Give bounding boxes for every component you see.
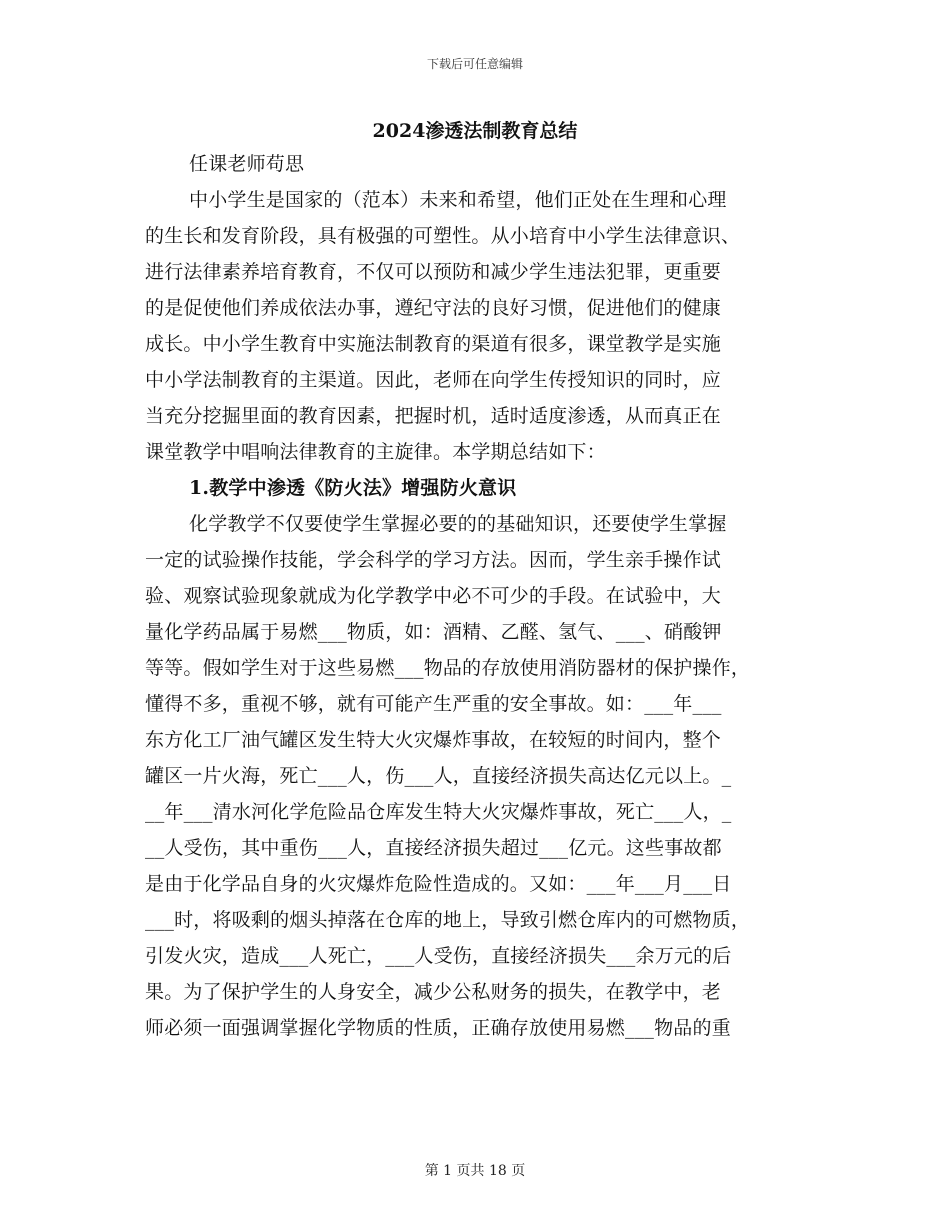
text-line: 验、观察试验现象就成为化学教学中必不可少的手段。在试验中，大 bbox=[145, 585, 722, 607]
text-line: 的生长和发育阶段，具有极强的可塑性。从小培育中小学生法律意识、 bbox=[145, 225, 741, 247]
text-line: ___时，将吸剩的烟头掉落在仓库的地上，导致引燃仓库内的可燃物质， bbox=[145, 909, 751, 931]
document-body bbox=[145, 146, 810, 1046]
text-line: __人受伤，其中重伤___人，直接经济损失超过___亿元。这些事故都 bbox=[145, 837, 722, 859]
text-line: 成长。中小学生教育中实施法制教育的渠道有很多，课堂教学是实施 bbox=[145, 333, 722, 355]
text-line: 一定的试验操作技能，学会科学的学习方法。因而，学生亲手操作试 bbox=[145, 549, 722, 571]
text-line: 中小学生是国家的（范本）未来和希望，他们正处在生理和心理 bbox=[189, 189, 727, 211]
text-line: 进行法律素养培育教育，不仅可以预防和减少学生违法犯罪，更重要 bbox=[145, 261, 722, 283]
text-line: 当充分挖掘里面的教育因素，把握时机，适时适度渗透，从而真正在 bbox=[145, 405, 722, 427]
text-line: 罐区一片火海，死亡___人，伤___人，直接经济损失高达亿元以上。_ bbox=[145, 765, 732, 787]
section-heading: 1.教学中渗透《防火法》增强防火意识 bbox=[189, 477, 517, 499]
text-line: 化学教学不仅要使学生掌握必要的的基础知识，还要使学生掌握 bbox=[189, 513, 727, 535]
author-line: 任课老师苟思 bbox=[189, 153, 305, 175]
text-line: 的是促使他们养成依法办事，遵纪守法的良好习惯，促进他们的健康 bbox=[145, 297, 722, 319]
text-line: 东方化工厂油气罐区发生特大火灾爆炸事故，在较短的时间内，整个 bbox=[145, 729, 722, 751]
text-line: 是由于化学品自身的火灾爆炸危险性造成的。又如：___年___月___日 bbox=[145, 873, 732, 895]
text-line: 量化学药品属于易燃___物质，如：酒精、乙醛、氢气、___、硝酸钾 bbox=[145, 621, 722, 643]
intro-paragraph bbox=[145, 182, 810, 470]
text-line: 等等。假如学生对于这些易燃___物品的存放使用消防器材的保护操作， bbox=[145, 657, 751, 679]
text-line: 师必须一面强调掌握化学物质的性质，正确存放使用易燃___物品的重 bbox=[145, 1017, 731, 1039]
text-line: __年___清水河化学危险品仓库发生特大火灾爆炸事故，死亡___人，_ bbox=[145, 801, 732, 823]
page-header-note: 下载后可任意编辑 bbox=[426, 57, 523, 71]
document-title: 2024渗透法制教育总结 bbox=[372, 120, 578, 142]
text-line: 果。为了保护学生的人身安全，减少公私财务的损失，在教学中，老 bbox=[145, 981, 722, 1003]
text-line: 中小学法制教育的主渠道。因此，老师在向学生传授知识的同时，应 bbox=[145, 369, 722, 391]
text-line: 课堂教学中唱响法律教育的主旋律。本学期总结如下： bbox=[145, 441, 606, 463]
text-line: 引发火灾，造成___人死亡，___人受伤，直接经济损失___余万元的后 bbox=[145, 945, 732, 967]
page-footer: 第 1 页共 18 页 bbox=[424, 1163, 526, 1179]
text-line: 懂得不多，重视不够，就有可能产生严重的安全事故。如：___年___ bbox=[145, 693, 722, 715]
section-paragraph bbox=[145, 506, 810, 1046]
